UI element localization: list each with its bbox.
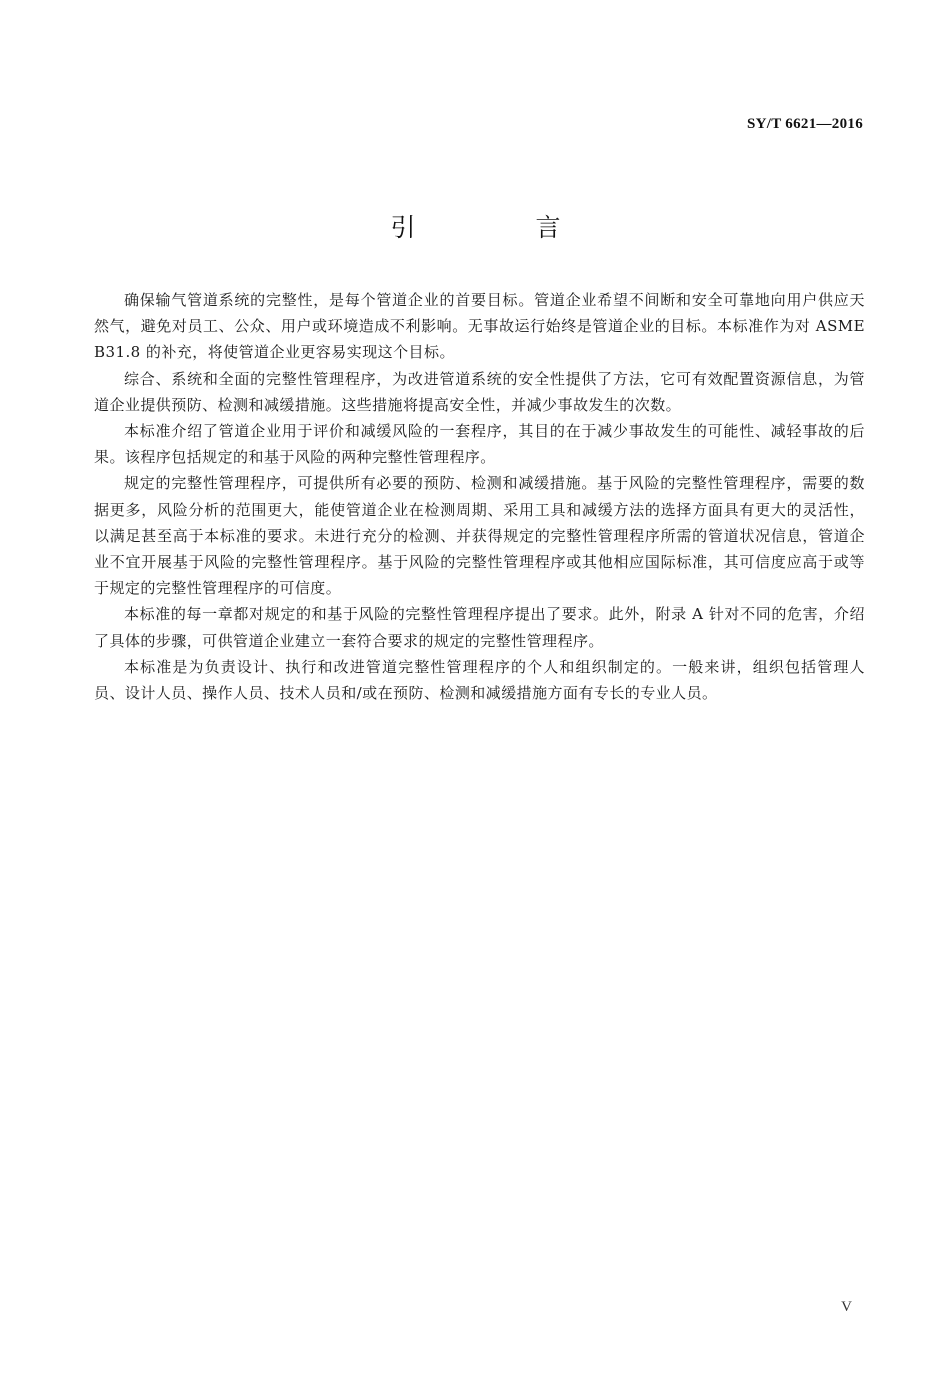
- standard-code: SY/T 6621—2016: [746, 116, 863, 132]
- paragraph: 确保输气管道系统的完整性，是每个管道企业的首要目标。管道企业希望不间断和安全可靠地向用户供应天然气，避免对员工、公众、用户或环境造成不利影响。无事故运行始终是管道企业的目标。本标准作为对 ASME B31.8 的补充，将使管道企业更容易实现这个目标。: [94, 291, 865, 362]
- body-text: [94, 287, 865, 706]
- paragraph: 综合、系统和全面的完整性管理程序，为改进管道系统的安全性提供了方法，它可有效配置资源信息，为管道企业提供预防、检测和减缓措施。这些措施将提高安全性，并减少事故发生的次数。: [94, 369, 865, 414]
- paragraph: 本标准的每一章都对规定的和基于风险的完整性管理程序提出了要求。此外，附录 A 针对不同的危害，介绍了具体的步骤，可供管道企业建立一套符合要求的规定的完整性管理程序。: [94, 605, 865, 650]
- paragraph: 本标准介绍了管道企业用于评价和减缓风险的一套程序，其目的在于减少事故发生的可能性、减轻事故的后果。该程序包括规定的和基于风险的两种完整性管理程序。: [94, 422, 865, 467]
- paragraph: 本标准是为负责设计、执行和改进管道完整性管理程序的个人和组织制定的。一般来讲，组织包括管理人员、设计人员、操作人员、技术人员和/或在预防、检测和减缓措施方面有专长的专业人员。: [94, 657, 865, 703]
- section-title: 引 言: [390, 213, 617, 242]
- page-number: V: [841, 1299, 852, 1315]
- paragraph: 规定的完整性管理程序，可提供所有必要的预防、检测和减缓措施。基于风险的完整性管理程序，需要的数据更多，风险分析的范围更大，能使管道企业在检测周期、采用工具和减缓方法的选择方面具有更大的灵活性，以满足甚至高于本标准的要求。未进行充分的检测、并获得规定的完整性管理程序所需的管道状况信息，管道企业不宜开展基于风险的完整性管理程序。基于风险的完整性管理程序或其他相应国际标准，其可信度应高于或等于规定的完整性管理程序的可信度。: [94, 474, 865, 598]
